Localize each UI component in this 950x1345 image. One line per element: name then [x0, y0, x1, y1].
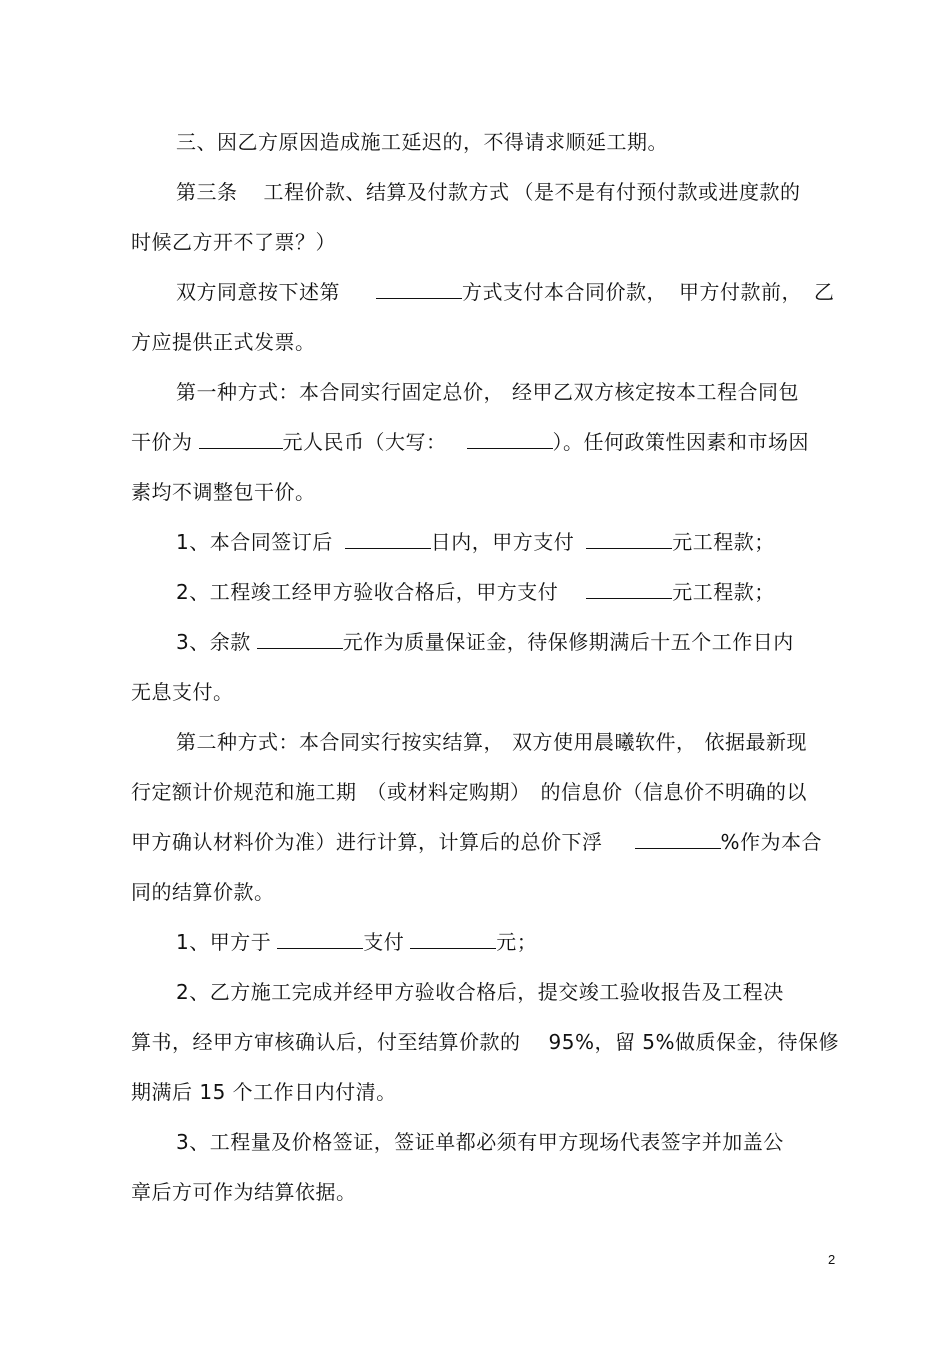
discount-blank	[635, 830, 721, 849]
text: 第一种方式：本合同实行固定总价，	[176, 380, 504, 404]
method-two-item-1	[176, 929, 537, 955]
method-one-item-1	[176, 529, 775, 555]
method-two-item-2-line-2	[131, 1029, 839, 1055]
text: 干价为	[131, 430, 193, 454]
text: 元工程款；	[672, 530, 775, 554]
clause-three-item	[176, 129, 668, 155]
text: 元；	[496, 930, 538, 954]
method-one-line	[176, 379, 799, 405]
text: 时候乙方开不了票？）	[131, 230, 336, 254]
method-one-item-3	[176, 629, 794, 655]
text: 方式支付本合同价款，	[462, 280, 667, 304]
text: 第二种方式：本合同实行按实结算，	[176, 730, 504, 754]
method-one-item-2	[176, 579, 775, 605]
text: 元作为质量保证金，待保修期满后十五个工作日内	[342, 630, 794, 654]
days-blank	[345, 530, 431, 549]
method-one-price-line	[131, 429, 809, 455]
text: 的信息价（信息价不明确的以	[540, 780, 807, 804]
text: 日内，甲方支付	[430, 530, 575, 554]
article-three-note-continued	[131, 229, 336, 255]
text: 同的结算价款。	[131, 880, 275, 904]
price-blank	[199, 430, 283, 449]
text: 章后方可作为结算依据。	[131, 1180, 357, 1204]
method-two-line-end	[131, 879, 275, 905]
text: 3、余款	[176, 630, 251, 654]
method-number-blank	[376, 280, 462, 299]
text: %作为本合	[720, 830, 823, 854]
text: 甲方付款前，	[679, 280, 802, 304]
retention-blank	[257, 630, 343, 649]
method-two-item-2	[176, 979, 784, 1005]
text: 1、甲方于	[176, 930, 272, 954]
method-two-item-3	[176, 1129, 784, 1155]
agree-line-continued	[131, 329, 316, 355]
price-uppercase-blank	[467, 430, 553, 449]
method-two-line-2	[131, 779, 807, 805]
article-three-line	[176, 179, 801, 205]
method-two-line-3	[131, 829, 822, 855]
text: 方应提供正式发票。	[131, 330, 316, 354]
text: 算书，经甲方审核确认后，付至结算价款的	[131, 1030, 521, 1054]
amount-blank	[586, 530, 672, 549]
text: 素均不调整包干价。	[131, 480, 316, 504]
method-one-line-end	[131, 479, 316, 505]
text: 3、工程量及价格签证，签证单都必须有甲方现场代表签字并加盖公	[176, 1130, 784, 1154]
text: 无息支付。	[131, 680, 234, 704]
amount-blank	[410, 930, 496, 949]
article-three-title: 第三条	[176, 180, 238, 204]
text: 甲方确认材料价为准）进行计算，计算后的总价下浮	[131, 830, 603, 854]
text: 三、因乙方原因造成施工延迟的，不得请求顺延工期。	[176, 130, 668, 154]
text: 经甲乙双方核定按本工程合同包	[512, 380, 799, 404]
text: 乙	[814, 280, 835, 304]
text: 期满后 15 个工作日内付清。	[131, 1080, 397, 1104]
text: 依据最新现	[704, 730, 807, 754]
method-two-line	[176, 729, 807, 755]
article-three-heading: 工程价款、结算及付款方式	[263, 180, 510, 204]
method-one-item-3-continued	[131, 679, 234, 705]
text: 元工程款；	[672, 580, 775, 604]
article-three-note: （是不是有付预付款或进度款的	[513, 180, 801, 204]
method-two-item-3-continued	[131, 1179, 357, 1205]
text: 元人民币（大写：	[282, 430, 447, 454]
text: ）。任何政策性因素和市场因	[552, 430, 809, 454]
method-two-item-2-line-3	[131, 1079, 397, 1105]
amount-blank	[586, 580, 672, 599]
text: 1、本合同签订后	[176, 530, 333, 554]
agree-line	[176, 279, 835, 305]
text: （或材料定购期）	[366, 780, 531, 804]
text: 双方同意按下述第	[176, 280, 340, 304]
text: 2、工程竣工经甲方验收合格后，甲方支付	[176, 580, 559, 604]
text: 双方使用晨曦软件，	[512, 730, 697, 754]
text: 支付	[363, 930, 405, 954]
text: 95%，留 5%做质保金，待保修	[548, 1030, 840, 1054]
text: 2、乙方施工完成并经甲方验收合格后，提交竣工验收报告及工程决	[176, 980, 784, 1004]
date-blank	[277, 930, 363, 949]
page-number: 2	[828, 1252, 836, 1267]
text: 行定额计价规范和施工期	[131, 780, 357, 804]
